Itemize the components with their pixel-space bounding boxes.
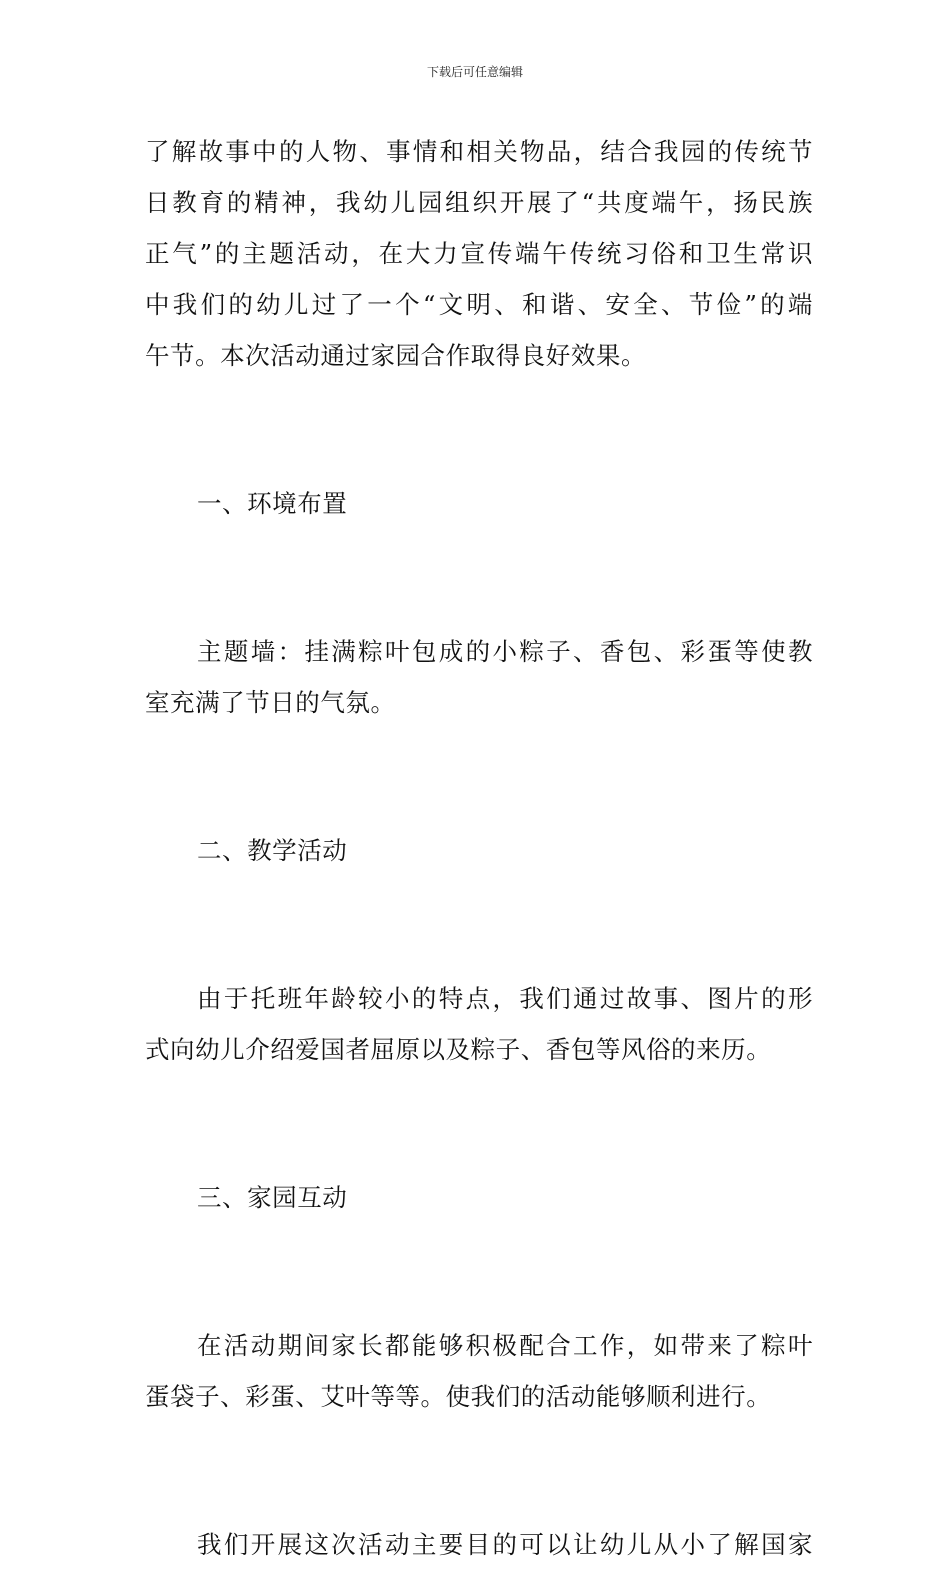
text-line: 正气”的主题活动，在大力宣传端午传统习俗和卫生常识 [145, 239, 813, 268]
text-line: 了解故事中的人物、事情和相关物品，结合我园的传统节 [145, 137, 813, 166]
text-line: 蛋袋子、彩蛋、艾叶等等。使我们的活动能够顺利进行。 [145, 1382, 772, 1411]
text-line: 日教育的精神，我幼儿园组织开展了“共度端午，扬民族 [145, 188, 813, 217]
text-line: 午节。本次活动通过家园合作取得良好效果。 [145, 341, 646, 370]
intro-paragraph [145, 126, 813, 381]
section-teaching-paragraph [145, 973, 813, 1075]
text-line: 式向幼儿介绍爱国者屈原以及粽子、香包等风俗的来历。 [145, 1035, 772, 1064]
text-line: 中我们的幼儿过了一个“文明、和谐、安全、节俭”的端 [145, 290, 813, 319]
paragraph-gap [145, 1422, 813, 1519]
text-line: 由于托班年龄较小的特点，我们通过故事、图片的形 [197, 984, 813, 1013]
page-header: 下载后可任意编辑 [426, 65, 523, 79]
paragraph-gap [145, 381, 813, 478]
section-home-school-paragraph [145, 1320, 813, 1422]
paragraph-gap [145, 1223, 813, 1320]
paragraph-gap [145, 728, 813, 825]
text-line: 室充满了节日的气氛。 [145, 688, 396, 717]
text-line: 主题墙：挂满粽叶包成的小粽子、香包、彩蛋等使教 [197, 637, 813, 666]
closing-paragraph [145, 1519, 813, 1570]
section-heading-home-school: 三、家园互动 [197, 1183, 348, 1212]
paragraph-gap [145, 876, 813, 973]
section-environment-paragraph [145, 626, 813, 728]
paragraph-gap [145, 529, 813, 626]
text-line: 在活动期间家长都能够积极配合工作，如带来了粽叶 [197, 1331, 813, 1360]
document-body [145, 126, 813, 1570]
section-heading-teaching: 二、教学活动 [197, 836, 348, 865]
section-heading-environment: 一、环境布置 [197, 489, 348, 518]
text-line: 我们开展这次活动主要目的可以让幼儿从小了解国家 [197, 1530, 813, 1559]
paragraph-gap [145, 1075, 813, 1172]
